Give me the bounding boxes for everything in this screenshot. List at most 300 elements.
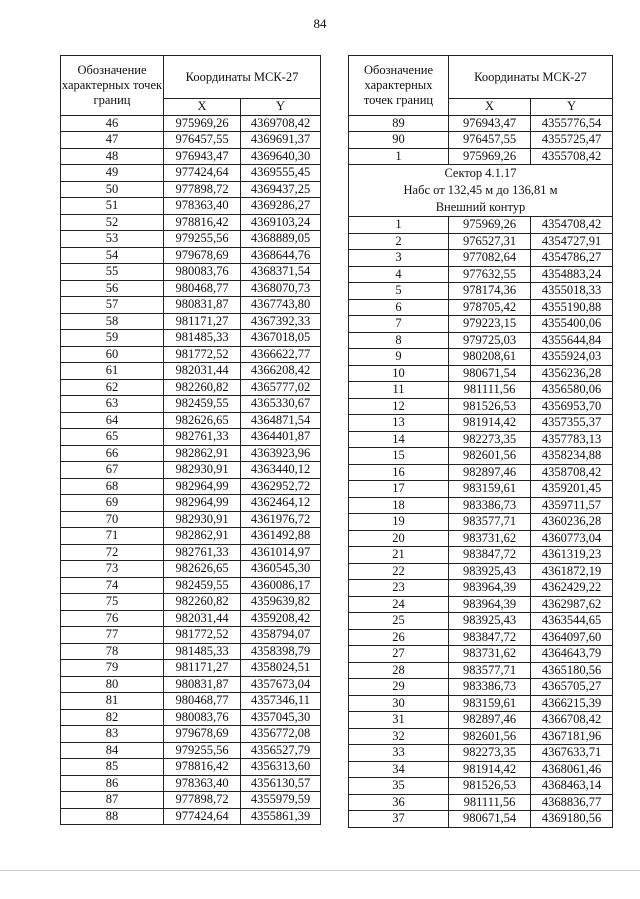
table-row xyxy=(61,280,321,297)
y-coordinate-cell: 4354727,91 xyxy=(531,233,613,250)
table-row xyxy=(61,297,321,314)
x-coordinate-cell: 980468,77 xyxy=(164,280,241,297)
y-coordinate-cell: 4369555,45 xyxy=(241,165,321,182)
table-row xyxy=(349,132,613,149)
y-coordinate-cell: 4369103,24 xyxy=(241,214,321,231)
point-number-cell: 89 xyxy=(349,115,449,132)
y-coordinate-cell: 4369640,30 xyxy=(241,148,321,165)
point-number-cell: 82 xyxy=(61,709,164,726)
point-number-cell: 22 xyxy=(349,563,449,580)
point-number-cell: 81 xyxy=(61,693,164,710)
y-coordinate-cell: 4355725,47 xyxy=(531,132,613,149)
y-coordinate-cell: 4356527,79 xyxy=(241,742,321,759)
table-row xyxy=(61,544,321,561)
y-coordinate-cell: 4356313,60 xyxy=(241,759,321,776)
point-number-cell: 4 xyxy=(349,266,449,283)
point-number-cell: 86 xyxy=(61,775,164,792)
x-coordinate-cell: 983386,73 xyxy=(449,497,531,514)
x-coordinate-cell: 982761,33 xyxy=(164,544,241,561)
point-number-cell: 63 xyxy=(61,396,164,413)
table-row xyxy=(61,676,321,693)
x-coordinate-cell: 977898,72 xyxy=(164,181,241,198)
point-number-cell: 57 xyxy=(61,297,164,314)
x-coordinate-cell: 976527,31 xyxy=(449,233,531,250)
y-coordinate-cell: 4358708,42 xyxy=(531,464,613,481)
point-number-cell: 11 xyxy=(349,382,449,399)
x-coordinate-cell: 982862,91 xyxy=(164,445,241,462)
x-coordinate-cell: 980671,54 xyxy=(449,365,531,382)
x-coordinate-cell: 978816,42 xyxy=(164,214,241,231)
y-coordinate-cell: 4356236,28 xyxy=(531,365,613,382)
x-coordinate-cell: 982031,44 xyxy=(164,363,241,380)
point-number-cell: 2 xyxy=(349,233,449,250)
table-row xyxy=(349,728,613,745)
point-number-cell: 16 xyxy=(349,464,449,481)
y-coordinate-cell: 4367018,05 xyxy=(241,330,321,347)
table-row xyxy=(61,264,321,281)
point-number-cell: 67 xyxy=(61,462,164,479)
point-number-cell: 12 xyxy=(349,398,449,415)
point-number-cell: 13 xyxy=(349,415,449,432)
point-number-cell: 19 xyxy=(349,514,449,531)
point-number-cell: 26 xyxy=(349,629,449,646)
point-number-cell: 58 xyxy=(61,313,164,330)
table-row xyxy=(349,316,613,333)
point-number-cell: 23 xyxy=(349,580,449,597)
point-number-cell: 46 xyxy=(61,115,164,132)
table-row xyxy=(61,511,321,528)
y-coordinate-cell: 4356130,57 xyxy=(241,775,321,792)
table-row xyxy=(61,627,321,644)
point-number-cell: 53 xyxy=(61,231,164,248)
x-coordinate-cell: 981526,53 xyxy=(449,778,531,795)
x-coordinate-cell: 982626,65 xyxy=(164,561,241,578)
point-number-cell: 71 xyxy=(61,528,164,545)
table-row xyxy=(349,217,613,234)
x-coordinate-cell: 978363,40 xyxy=(164,198,241,215)
x-coordinate-cell: 979255,56 xyxy=(164,742,241,759)
x-coordinate-cell: 980083,76 xyxy=(164,264,241,281)
table-row xyxy=(61,594,321,611)
y-coordinate-cell: 4354786,27 xyxy=(531,250,613,267)
y-coordinate-cell: 4360545,30 xyxy=(241,561,321,578)
y-coordinate-cell: 4364401,87 xyxy=(241,429,321,446)
y-coordinate-cell: 4363440,12 xyxy=(241,462,321,479)
section-height-range: Набс от 132,45 м до 136,81 м xyxy=(403,183,558,197)
y-coordinate-cell: 4368070,73 xyxy=(241,280,321,297)
y-coordinate-cell: 4358398,79 xyxy=(241,643,321,660)
y-coordinate-cell: 4368889,05 xyxy=(241,231,321,248)
y-column-header: Y xyxy=(241,99,321,116)
point-number-cell: 79 xyxy=(61,660,164,677)
y-coordinate-cell: 4355776,54 xyxy=(531,115,613,132)
point-number-cell: 6 xyxy=(349,299,449,316)
x-coordinate-cell: 983159,61 xyxy=(449,481,531,498)
y-coordinate-cell: 4362464,12 xyxy=(241,495,321,512)
x-coordinate-cell: 982761,33 xyxy=(164,429,241,446)
y-coordinate-cell: 4367392,33 xyxy=(241,313,321,330)
x-coordinate-cell: 977424,64 xyxy=(164,808,241,825)
x-coordinate-cell: 981485,33 xyxy=(164,643,241,660)
y-coordinate-cell: 4357673,04 xyxy=(241,676,321,693)
table-row xyxy=(349,712,613,729)
x-coordinate-cell: 983847,72 xyxy=(449,629,531,646)
x-coordinate-cell: 982031,44 xyxy=(164,610,241,627)
point-number-cell: 74 xyxy=(61,577,164,594)
point-number-cell: 27 xyxy=(349,646,449,663)
section-title: Сектор 4.1.17 xyxy=(444,166,517,180)
y-coordinate-cell: 4357045,30 xyxy=(241,709,321,726)
point-number-cell: 54 xyxy=(61,247,164,264)
point-number-cell: 15 xyxy=(349,448,449,465)
point-number-cell: 31 xyxy=(349,712,449,729)
point-number-cell: 75 xyxy=(61,594,164,611)
section-contour-label: Внешний контур xyxy=(435,200,526,214)
table-row xyxy=(61,792,321,809)
point-number-cell: 80 xyxy=(61,676,164,693)
x-coordinate-cell: 983925,43 xyxy=(449,563,531,580)
coordinates-table-left xyxy=(60,55,321,825)
table-row xyxy=(349,596,613,613)
x-coordinate-cell: 982459,55 xyxy=(164,396,241,413)
table-row xyxy=(61,775,321,792)
x-coordinate-cell: 975969,26 xyxy=(449,148,531,165)
y-coordinate-cell: 4359711,57 xyxy=(531,497,613,514)
x-coordinate-cell: 982930,91 xyxy=(164,511,241,528)
x-coordinate-cell: 982601,56 xyxy=(449,448,531,465)
x-coordinate-cell: 981914,42 xyxy=(449,415,531,432)
point-number-cell: 20 xyxy=(349,530,449,547)
y-coordinate-cell: 4368836,77 xyxy=(531,794,613,811)
x-coordinate-cell: 982964,99 xyxy=(164,478,241,495)
table-row xyxy=(61,462,321,479)
y-coordinate-cell: 4360086,17 xyxy=(241,577,321,594)
table-row xyxy=(61,214,321,231)
x-coordinate-cell: 982964,99 xyxy=(164,495,241,512)
x-coordinate-cell: 982626,65 xyxy=(164,412,241,429)
point-number-cell: 51 xyxy=(61,198,164,215)
table-row xyxy=(61,759,321,776)
table-row xyxy=(349,283,613,300)
x-coordinate-cell: 978816,42 xyxy=(164,759,241,776)
x-coordinate-cell: 977424,64 xyxy=(164,165,241,182)
y-coordinate-cell: 4355400,06 xyxy=(531,316,613,333)
table-row xyxy=(349,448,613,465)
x-coordinate-cell: 976943,47 xyxy=(449,115,531,132)
x-coordinate-cell: 983925,43 xyxy=(449,613,531,630)
y-coordinate-cell: 4361014,97 xyxy=(241,544,321,561)
table-row xyxy=(349,563,613,580)
y-coordinate-cell: 4358024,51 xyxy=(241,660,321,677)
table-row xyxy=(349,811,613,828)
x-coordinate-cell: 983577,71 xyxy=(449,514,531,531)
table-row xyxy=(61,115,321,132)
x-coordinate-cell: 980671,54 xyxy=(449,811,531,828)
point-number-cell: 84 xyxy=(61,742,164,759)
table-row xyxy=(349,514,613,531)
point-number-cell: 10 xyxy=(349,365,449,382)
y-coordinate-cell: 4363923,96 xyxy=(241,445,321,462)
y-coordinate-cell: 4355018,33 xyxy=(531,283,613,300)
table-row xyxy=(61,313,321,330)
y-coordinate-cell: 4355708,42 xyxy=(531,148,613,165)
x-coordinate-cell: 982897,46 xyxy=(449,464,531,481)
bottom-divider xyxy=(0,870,640,871)
y-coordinate-cell: 4368061,46 xyxy=(531,761,613,778)
point-number-cell: 90 xyxy=(349,132,449,149)
x-coordinate-cell: 981171,27 xyxy=(164,660,241,677)
y-coordinate-cell: 4369286,27 xyxy=(241,198,321,215)
y-coordinate-cell: 4366622,77 xyxy=(241,346,321,363)
table-row xyxy=(349,365,613,382)
x-coordinate-cell: 983577,71 xyxy=(449,662,531,679)
table-row xyxy=(349,530,613,547)
y-coordinate-cell: 4359208,42 xyxy=(241,610,321,627)
coordinates-header: Координаты МСК-27 xyxy=(449,56,613,99)
table-row xyxy=(61,561,321,578)
point-number-cell: 14 xyxy=(349,431,449,448)
point-number-cell: 65 xyxy=(61,429,164,446)
x-coordinate-cell: 983847,72 xyxy=(449,547,531,564)
table-row xyxy=(61,660,321,677)
table-row xyxy=(61,495,321,512)
y-coordinate-cell: 4354883,24 xyxy=(531,266,613,283)
x-column-header: X xyxy=(449,99,531,116)
point-number-cell: 70 xyxy=(61,511,164,528)
table-row xyxy=(61,478,321,495)
table-row xyxy=(61,643,321,660)
table-row xyxy=(349,794,613,811)
point-label-header: Обозначение характерных точек границ xyxy=(61,56,164,116)
x-coordinate-cell: 983964,39 xyxy=(449,596,531,613)
x-coordinate-cell: 982260,82 xyxy=(164,594,241,611)
point-number-cell: 37 xyxy=(349,811,449,828)
x-coordinate-cell: 982930,91 xyxy=(164,462,241,479)
y-coordinate-cell: 4369708,42 xyxy=(241,115,321,132)
point-number-cell: 7 xyxy=(349,316,449,333)
y-coordinate-cell: 4356772,08 xyxy=(241,726,321,743)
x-coordinate-cell: 979678,69 xyxy=(164,247,241,264)
y-coordinate-cell: 4368371,54 xyxy=(241,264,321,281)
point-number-cell: 55 xyxy=(61,264,164,281)
y-coordinate-cell: 4358794,07 xyxy=(241,627,321,644)
x-coordinate-cell: 981772,52 xyxy=(164,627,241,644)
table-row xyxy=(61,726,321,743)
x-coordinate-cell: 976943,47 xyxy=(164,148,241,165)
point-number-cell: 64 xyxy=(61,412,164,429)
y-coordinate-cell: 4369180,56 xyxy=(531,811,613,828)
point-number-cell: 48 xyxy=(61,148,164,165)
point-number-cell: 59 xyxy=(61,330,164,347)
coordinates-header: Координаты МСК-27 xyxy=(164,56,321,99)
x-coordinate-cell: 981772,52 xyxy=(164,346,241,363)
x-coordinate-cell: 982459,55 xyxy=(164,577,241,594)
point-number-cell: 33 xyxy=(349,745,449,762)
table-row xyxy=(349,679,613,696)
y-coordinate-cell: 4369437,25 xyxy=(241,181,321,198)
table-row xyxy=(61,165,321,182)
table-row xyxy=(349,349,613,366)
x-coordinate-cell: 980468,77 xyxy=(164,693,241,710)
table-row xyxy=(349,332,613,349)
x-coordinate-cell: 981171,27 xyxy=(164,313,241,330)
point-number-cell: 66 xyxy=(61,445,164,462)
point-number-cell: 9 xyxy=(349,349,449,366)
point-number-cell: 49 xyxy=(61,165,164,182)
point-number-cell: 25 xyxy=(349,613,449,630)
table-row xyxy=(349,431,613,448)
x-coordinate-cell: 982897,46 xyxy=(449,712,531,729)
y-coordinate-cell: 4356580,06 xyxy=(531,382,613,399)
table-row xyxy=(61,379,321,396)
y-coordinate-cell: 4360773,04 xyxy=(531,530,613,547)
point-number-cell: 52 xyxy=(61,214,164,231)
y-coordinate-cell: 4366708,42 xyxy=(531,712,613,729)
y-coordinate-cell: 4355644,84 xyxy=(531,332,613,349)
table-row xyxy=(349,481,613,498)
x-coordinate-cell: 979678,69 xyxy=(164,726,241,743)
table-row xyxy=(349,646,613,663)
table-row xyxy=(349,778,613,795)
y-coordinate-cell: 4365705,27 xyxy=(531,679,613,696)
table-row xyxy=(349,580,613,597)
table-row xyxy=(349,233,613,250)
y-coordinate-cell: 4359639,82 xyxy=(241,594,321,611)
x-coordinate-cell: 982862,91 xyxy=(164,528,241,545)
x-coordinate-cell: 980831,87 xyxy=(164,297,241,314)
point-label-header: Обозначение характерных точек границ xyxy=(349,56,449,116)
table-row xyxy=(61,412,321,429)
y-coordinate-cell: 4357346,11 xyxy=(241,693,321,710)
y-coordinate-cell: 4357783,13 xyxy=(531,431,613,448)
y-coordinate-cell: 4364871,54 xyxy=(241,412,321,429)
x-coordinate-cell: 982601,56 xyxy=(449,728,531,745)
x-coordinate-cell: 983731,62 xyxy=(449,530,531,547)
table-row xyxy=(349,629,613,646)
table-row xyxy=(349,382,613,399)
table-row xyxy=(61,148,321,165)
x-coordinate-cell: 982273,35 xyxy=(449,745,531,762)
point-number-cell: 17 xyxy=(349,481,449,498)
y-coordinate-cell: 4359201,45 xyxy=(531,481,613,498)
point-number-cell: 34 xyxy=(349,761,449,778)
table-row xyxy=(349,148,613,165)
point-number-cell: 68 xyxy=(61,478,164,495)
table-row xyxy=(61,181,321,198)
point-number-cell: 61 xyxy=(61,363,164,380)
y-coordinate-cell: 4361976,72 xyxy=(241,511,321,528)
table-row xyxy=(61,346,321,363)
table-row xyxy=(61,693,321,710)
point-number-cell: 8 xyxy=(349,332,449,349)
y-coordinate-cell: 4366215,39 xyxy=(531,695,613,712)
x-coordinate-cell: 981111,56 xyxy=(449,382,531,399)
x-coordinate-cell: 983159,61 xyxy=(449,695,531,712)
y-coordinate-cell: 4362987,62 xyxy=(531,596,613,613)
table-row xyxy=(61,742,321,759)
y-coordinate-cell: 4362429,22 xyxy=(531,580,613,597)
point-number-cell: 35 xyxy=(349,778,449,795)
y-coordinate-cell: 4368463,14 xyxy=(531,778,613,795)
x-column-header: X xyxy=(164,99,241,116)
y-coordinate-cell: 4365180,56 xyxy=(531,662,613,679)
y-coordinate-cell: 4355190,88 xyxy=(531,299,613,316)
x-coordinate-cell: 979255,56 xyxy=(164,231,241,248)
y-coordinate-cell: 4357355,37 xyxy=(531,415,613,432)
page-number: 84 xyxy=(313,16,327,31)
point-number-cell: 32 xyxy=(349,728,449,745)
point-number-cell: 36 xyxy=(349,794,449,811)
y-coordinate-cell: 4365777,02 xyxy=(241,379,321,396)
x-coordinate-cell: 979223,15 xyxy=(449,316,531,333)
table-row xyxy=(349,547,613,564)
y-coordinate-cell: 4368644,76 xyxy=(241,247,321,264)
x-coordinate-cell: 980831,87 xyxy=(164,676,241,693)
y-coordinate-cell: 4355979,59 xyxy=(241,792,321,809)
table-row xyxy=(61,330,321,347)
point-number-cell: 1 xyxy=(349,217,449,234)
x-coordinate-cell: 977632,55 xyxy=(449,266,531,283)
point-number-cell: 73 xyxy=(61,561,164,578)
y-coordinate-cell: 4362952,72 xyxy=(241,478,321,495)
table-row xyxy=(349,761,613,778)
point-number-cell: 29 xyxy=(349,679,449,696)
x-coordinate-cell: 976457,55 xyxy=(449,132,531,149)
section-header xyxy=(349,165,613,217)
point-number-cell: 28 xyxy=(349,662,449,679)
y-coordinate-cell: 4361492,88 xyxy=(241,528,321,545)
x-coordinate-cell: 977082,64 xyxy=(449,250,531,267)
y-coordinate-cell: 4367743,80 xyxy=(241,297,321,314)
x-coordinate-cell: 980208,61 xyxy=(449,349,531,366)
table-row xyxy=(349,613,613,630)
x-coordinate-cell: 978174,36 xyxy=(449,283,531,300)
table-row xyxy=(61,363,321,380)
x-coordinate-cell: 981111,56 xyxy=(449,794,531,811)
x-coordinate-cell: 975969,26 xyxy=(164,115,241,132)
x-coordinate-cell: 978705,42 xyxy=(449,299,531,316)
point-number-cell: 87 xyxy=(61,792,164,809)
table-row xyxy=(61,132,321,149)
point-number-cell: 21 xyxy=(349,547,449,564)
y-coordinate-cell: 4364097,60 xyxy=(531,629,613,646)
y-coordinate-cell: 4355924,03 xyxy=(531,349,613,366)
point-number-cell: 76 xyxy=(61,610,164,627)
table-row xyxy=(61,396,321,413)
point-number-cell: 85 xyxy=(61,759,164,776)
point-number-cell: 56 xyxy=(61,280,164,297)
y-coordinate-cell: 4369691,37 xyxy=(241,132,321,149)
table-row xyxy=(349,115,613,132)
y-coordinate-cell: 4365330,67 xyxy=(241,396,321,413)
table-row xyxy=(61,808,321,825)
table-row xyxy=(61,528,321,545)
point-number-cell: 88 xyxy=(61,808,164,825)
table-row xyxy=(61,709,321,726)
x-coordinate-cell: 979725,03 xyxy=(449,332,531,349)
table-row xyxy=(349,250,613,267)
coordinates-table-right xyxy=(348,55,613,828)
point-number-cell: 1 xyxy=(349,148,449,165)
point-number-cell: 72 xyxy=(61,544,164,561)
y-coordinate-cell: 4360236,28 xyxy=(531,514,613,531)
y-coordinate-cell: 4363544,65 xyxy=(531,613,613,630)
point-number-cell: 18 xyxy=(349,497,449,514)
point-number-cell: 83 xyxy=(61,726,164,743)
table-row xyxy=(61,610,321,627)
table-row xyxy=(349,695,613,712)
x-coordinate-cell: 976457,55 xyxy=(164,132,241,149)
